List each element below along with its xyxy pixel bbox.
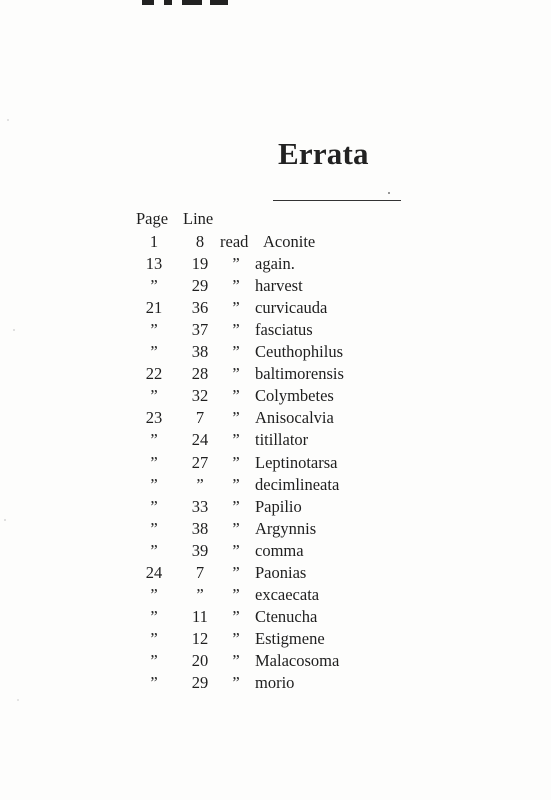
entry-correction: Malacosoma xyxy=(255,650,340,670)
ink-speck xyxy=(388,192,390,194)
entry-page: ” xyxy=(150,518,158,538)
ditto-mark: ” xyxy=(232,673,240,692)
errata-header-row xyxy=(0,208,551,230)
entry-correction: decimlineata xyxy=(255,474,340,494)
entry-correction: Leptinotarsa xyxy=(255,452,338,472)
errata-entry xyxy=(0,297,551,319)
entry-line: 12 xyxy=(191,628,209,648)
errata-title: Errata xyxy=(278,136,369,171)
ditto-mark: ” xyxy=(232,584,240,604)
entry-page: 13 xyxy=(145,254,163,273)
entry-correction: Ceuthophilus xyxy=(255,342,344,362)
cropped-glyph xyxy=(210,0,228,5)
errata-entry xyxy=(0,385,551,407)
entry-correction: comma xyxy=(255,540,304,560)
entry-page: 1 xyxy=(149,232,159,251)
errata-entry xyxy=(0,363,551,385)
entry-page: ” xyxy=(150,496,158,516)
entry-correction: Papilio xyxy=(255,496,302,516)
entry-correction: Colymbetes xyxy=(255,386,334,406)
entry-page: ” xyxy=(150,540,158,560)
errata-entry xyxy=(0,253,551,275)
ditto-mark: ” xyxy=(232,650,240,670)
entry-page: 23 xyxy=(145,408,163,428)
entry-line: 33 xyxy=(191,496,209,516)
entry-page: ” xyxy=(150,320,158,340)
ditto-mark: ” xyxy=(232,430,240,450)
entry-page: ” xyxy=(150,276,158,296)
ditto-mark: ” xyxy=(232,606,240,626)
entry-correction: Estigmene xyxy=(255,628,325,648)
cropped-glyph xyxy=(142,0,154,5)
errata-entry xyxy=(0,672,551,694)
entry-correction: Aconite xyxy=(263,232,316,251)
entry-page: 22 xyxy=(145,364,163,384)
read-label: read xyxy=(220,232,249,251)
entry-page: ” xyxy=(150,452,158,472)
entry-page: ” xyxy=(150,430,158,450)
errata-entry xyxy=(0,474,551,496)
ditto-mark: ” xyxy=(232,496,240,516)
errata-entry-first xyxy=(0,231,551,253)
ditto-mark: ” xyxy=(232,276,240,296)
entry-line: 19 xyxy=(191,254,209,273)
entry-line: ” xyxy=(196,584,204,604)
entry-line: 38 xyxy=(191,342,209,362)
entry-line: 39 xyxy=(191,540,209,560)
errata-entry xyxy=(0,496,551,518)
cropped-glyph xyxy=(164,0,172,5)
ditto-mark: ” xyxy=(232,254,240,273)
entry-correction: curvicauda xyxy=(255,298,328,318)
errata-entry xyxy=(0,407,551,429)
ditto-mark: ” xyxy=(232,452,240,472)
entry-line: 27 xyxy=(191,452,209,472)
entry-line: 29 xyxy=(191,673,209,692)
entry-line: 36 xyxy=(191,298,209,318)
title-rule xyxy=(273,200,401,201)
errata-entry xyxy=(0,584,551,606)
ditto-mark: ” xyxy=(232,364,240,384)
ditto-mark: ” xyxy=(232,540,240,560)
entry-page: ” xyxy=(150,628,158,648)
entry-correction: Paonias xyxy=(255,562,307,582)
errata-entry xyxy=(0,628,551,650)
errata-entry xyxy=(0,452,551,474)
entry-line: 7 xyxy=(195,562,205,582)
entry-line: ” xyxy=(196,474,204,494)
ditto-mark: ” xyxy=(232,298,240,318)
entry-correction: again. xyxy=(255,254,295,273)
ditto-mark: ” xyxy=(232,320,240,340)
entry-page: ” xyxy=(150,650,158,670)
entry-correction: fasciatus xyxy=(255,320,313,340)
entry-line: 37 xyxy=(191,320,209,340)
errata-entry xyxy=(0,518,551,540)
ditto-mark: ” xyxy=(232,408,240,428)
entry-correction: harvest xyxy=(255,276,303,296)
entry-page: 21 xyxy=(145,298,163,318)
errata-entry xyxy=(0,341,551,363)
entry-correction: titillator xyxy=(255,430,309,450)
entry-line: 11 xyxy=(192,606,208,626)
page-column-header: Page xyxy=(136,209,169,228)
entry-line: 28 xyxy=(191,364,209,384)
entry-page: ” xyxy=(150,606,158,626)
entry-correction: Anisocalvia xyxy=(255,408,334,428)
ditto-mark: ” xyxy=(232,562,240,582)
entry-correction: Ctenucha xyxy=(255,606,318,626)
errata-entry xyxy=(0,275,551,297)
entry-correction: baltimorensis xyxy=(255,364,344,384)
cropped-glyph xyxy=(182,0,202,5)
entry-page: ” xyxy=(150,673,158,692)
entry-page: ” xyxy=(150,474,158,494)
errata-entry xyxy=(0,540,551,562)
ditto-mark: ” xyxy=(232,342,240,362)
errata-entry xyxy=(0,319,551,341)
entry-line: 29 xyxy=(191,276,209,296)
errata-entry xyxy=(0,429,551,451)
entry-line: 7 xyxy=(195,408,205,428)
ditto-mark: ” xyxy=(232,518,240,538)
ditto-mark: ” xyxy=(232,474,240,494)
ditto-mark: ” xyxy=(232,386,240,406)
entry-line: 38 xyxy=(191,518,209,538)
errata-entry xyxy=(0,650,551,672)
entry-page: ” xyxy=(150,584,158,604)
entry-correction: morio xyxy=(255,673,295,692)
line-column-header: Line xyxy=(183,209,214,228)
entry-line: 32 xyxy=(191,386,209,406)
entry-correction: excaecata xyxy=(255,584,320,604)
errata-entry xyxy=(0,606,551,628)
entry-page: 24 xyxy=(145,562,163,582)
entry-correction: Argynnis xyxy=(255,518,317,538)
entry-line: 24 xyxy=(191,430,209,450)
cropped-heading-fragment xyxy=(142,0,230,5)
entry-line: 20 xyxy=(191,650,209,670)
errata-entry xyxy=(0,562,551,584)
entry-page: ” xyxy=(150,386,158,406)
ditto-mark: ” xyxy=(232,628,240,648)
entry-line: 8 xyxy=(195,232,205,251)
entry-page: ” xyxy=(150,342,158,362)
